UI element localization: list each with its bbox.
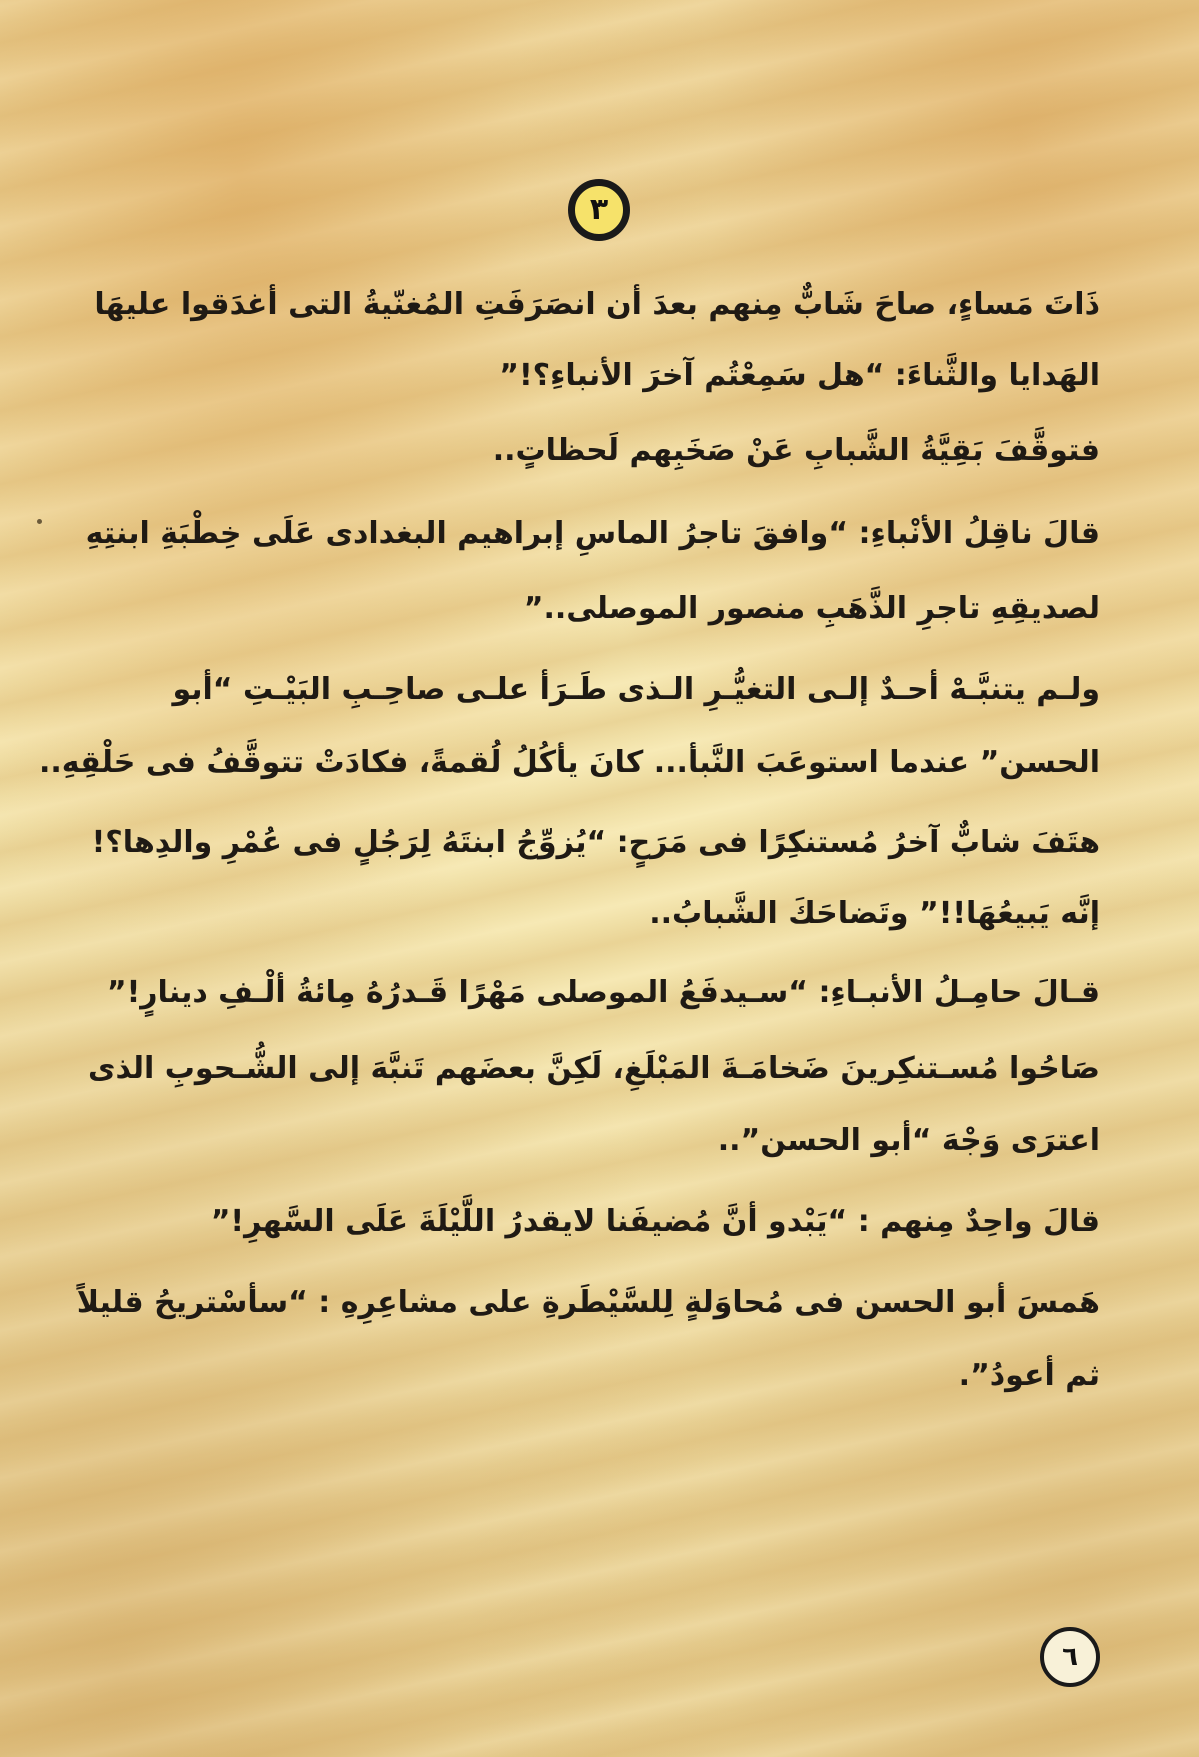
text-line-12: اعترَى وَجْهَ “أبو الحسن”.. (717, 1123, 1100, 1158)
text-line-14: هَمسَ أبو الحسن فى مُحاوَلةٍ لِلسَّيْطَرةِ على مشاعِرِهِ : “سأسْتريحُ قليلاً (76, 1285, 1100, 1320)
text-line-13: قالَ واحِدٌ مِنهم : “يَبْدو أنَّ مُضيفَنا لايقدرُ اللَّيْلَةَ عَلَى السَّهرِ!” (210, 1204, 1100, 1239)
chapter-number-badge (568, 179, 630, 241)
text-line-1: ذَاتَ مَساءٍ، صاحَ شَابٌّ مِنهم بعدَ أن انصَرَفَتِ المُغنّيةُ التى أغدَقوا عليهَا (94, 287, 1100, 322)
page-number: ٦ (1062, 1642, 1078, 1672)
paper-speck (37, 519, 42, 524)
text-line-2: الهَدايا والثَّناءَ: “هل سَمِعْتُم آخرَ الأنباءِ؟!” (499, 358, 1100, 393)
text-line-9: إنَّه يَبيعُهَا!!” وتَضاحَكَ الشَّبابُ.. (649, 896, 1100, 931)
text-line-4: قالَ ناقِلُ الأنْباءِ: “وافقَ تاجرُ الماسِ إبراهيم البغدادى عَلَى خِطْبَةِ ابنتِهِ (85, 516, 1100, 551)
text-line-11: صَاحُوا مُسـتنكِرينَ ضَخامَـةَ المَبْلَغِ، لَكِنَّ بعضَهم تَنبَّهَ إلى الشُّـحوبِ الذى (87, 1051, 1100, 1086)
text-line-10: قـالَ حامِـلُ الأنبـاءِ: “سـيدفَعُ الموصلى مَهْرًا قَـدرُهُ مِائةُ ألْـفِ دينارٍ!” (106, 975, 1100, 1010)
chapter-number: ٣ (589, 192, 609, 227)
text-line-7: الحسن” عندما استوعَبَ النَّبأ... كانَ يأكُلُ لُقمةً، فكادَتْ تتوقَّفُ فى حَلْقِهِ.. (38, 745, 1100, 780)
text-line-8: هتَفَ شابٌّ آخرُ مُستنكِرًا فى مَرَحٍ: “يُزوِّجُ ابنتَهُ لِرَجُلٍ فى عُمْرِ والدِها؟! (91, 825, 1100, 860)
text-line-15: ثم أعودُ”. (958, 1358, 1100, 1393)
text-line-5: لصديقِهِ تاجرِ الذَّهَبِ منصور الموصلى..” (523, 591, 1100, 626)
page-number-badge (1040, 1627, 1100, 1687)
text-line-3: فتوقَّفَ بَقِيَّةُ الشَّبابِ عَنْ صَخَبِهم لَحظاتٍ.. (492, 433, 1100, 468)
text-line-6: ولـم يتنبَّـهْ أحـدٌ إلـى التغيُّـرِ الـذى طَـرَأ علـى صاحِـبِ البَيْـتِ “أبو (172, 672, 1100, 707)
